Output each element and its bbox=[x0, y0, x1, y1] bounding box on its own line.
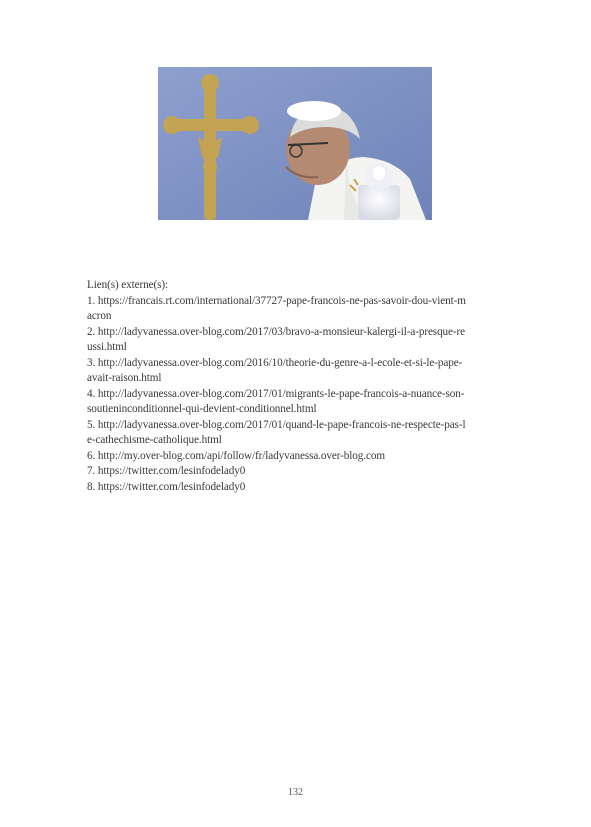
link-item-4[interactable]: 4. http://ladyvanessa.over-blog.com/2017/01/migrants-le-pape-francois-a-nuance-son-soutieninconditionnel-qui-devient-conditionnel.html bbox=[87, 387, 465, 415]
link-item-6[interactable]: 6. http://my.over-blog.com/api/follow/fr/ladyvanessa.over-blog.com bbox=[87, 449, 385, 462]
link-item-8[interactable]: 8. https://twitter.com/lesinfodelady0 bbox=[87, 480, 246, 493]
page-number: 132 bbox=[288, 787, 303, 798]
link-item-7[interactable]: 7. https://twitter.com/lesinfodelady0 bbox=[87, 465, 246, 477]
link-item-5[interactable]: 5. http://ladyvanessa.over-blog.com/2017/01/quand-le-pape-francois-ne-respecte-pas-le-cathechisme-catholique.html bbox=[87, 418, 466, 446]
link-item-1[interactable]: 1. https://francais.rt.com/international/37727-pape-francois-ne-pas-savoir-dou-vient-macron bbox=[87, 294, 466, 322]
pope-photo-illustration bbox=[158, 67, 432, 220]
links-heading: Lien(s) externe(s): bbox=[87, 279, 169, 291]
pope-photo bbox=[158, 67, 432, 220]
external-links-section bbox=[87, 278, 467, 495]
link-item-3[interactable]: 3. http://ladyvanessa.over-blog.com/2016/10/theorie-du-genre-a-l-ecole-et-si-le-pape-avait-raison.html bbox=[87, 356, 463, 384]
links-list bbox=[87, 294, 467, 496]
link-item-2[interactable]: 2. http://ladyvanessa.over-blog.com/2017/03/bravo-a-monsieur-kalergi-il-a-presque-reussi.html bbox=[87, 325, 466, 353]
